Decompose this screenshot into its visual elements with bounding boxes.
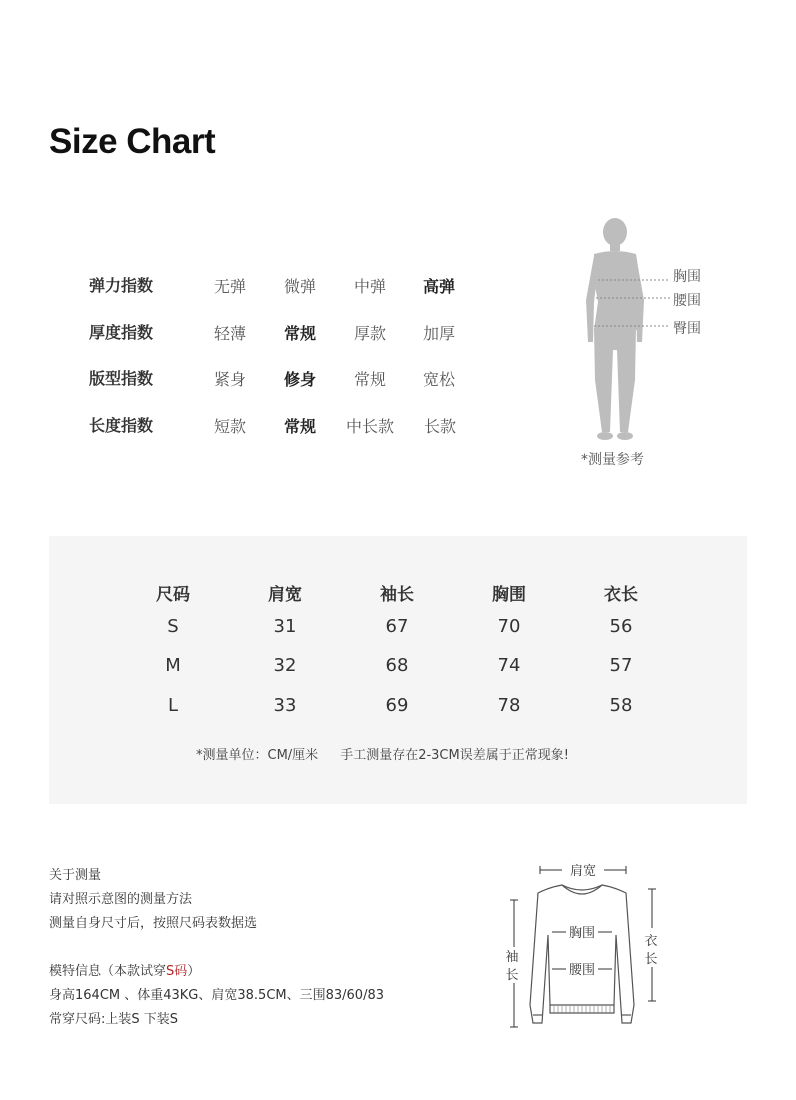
sweater-diagram-icon <box>500 855 665 1037</box>
note-unit: *测量单位：CM/厘米 <box>196 748 319 763</box>
index-option: 厚款 <box>354 324 387 343</box>
sweater-label-sleeve-2: 长 <box>505 968 519 983</box>
sweater-label-length-1: 衣 <box>644 934 658 949</box>
table-cell: M <box>165 655 181 676</box>
page-title: Size Chart <box>49 122 216 161</box>
table-cell: 70 <box>497 616 521 637</box>
table-header: 肩宽 <box>268 585 302 605</box>
sweater-label-sleeve-1: 袖 <box>505 950 519 965</box>
table-cell: 78 <box>497 695 521 716</box>
index-option: 微弹 <box>284 277 317 296</box>
index-option: 宽松 <box>423 370 456 389</box>
figure-label-waist: 腰围 <box>673 293 701 309</box>
table-header: 袖长 <box>380 585 414 605</box>
info-model-stats: 身高164CM 、体重43KG、肩宽38.5CM、三围83/60/83 <box>49 988 385 1003</box>
index-option: 长款 <box>424 417 457 436</box>
sweater-label-waist: 腰围 <box>568 963 596 978</box>
index-option: 无弹 <box>214 277 247 296</box>
index-option: 高弹 <box>423 277 456 296</box>
index-label: 版型指数 <box>89 369 154 388</box>
model-title-post: ） <box>187 964 201 979</box>
index-option: 加厚 <box>423 324 456 343</box>
table-cell: 67 <box>385 616 409 637</box>
table-cell: L <box>167 695 179 716</box>
table-cell: 33 <box>273 695 297 716</box>
table-header: 尺码 <box>156 585 190 605</box>
model-tried-size: S码 <box>166 964 188 979</box>
note-error: 手工测量存在2-3CM误差属于正常现象! <box>340 748 569 763</box>
index-label: 厚度指数 <box>89 323 154 342</box>
table-cell: 74 <box>497 655 521 676</box>
figure-label-hip: 臀围 <box>673 321 701 337</box>
measurement-note <box>196 744 569 763</box>
index-option: 常规 <box>284 417 317 436</box>
info-model-title <box>49 963 200 980</box>
sweater-label-length-2: 长 <box>644 952 658 967</box>
index-option: 常规 <box>284 324 317 343</box>
table-cell: 56 <box>609 616 633 637</box>
info-measure-line2: 测量自身尺寸后，按照尺码表数据选 <box>49 916 258 931</box>
sweater-label-chest: 胸围 <box>568 926 596 941</box>
index-option: 中长款 <box>346 417 395 436</box>
table-header: 胸围 <box>492 585 526 605</box>
info-measure-line1: 请对照示意图的测量方法 <box>49 892 193 907</box>
figure-caption: *测量参考 <box>581 452 644 468</box>
index-option: 修身 <box>284 370 317 389</box>
table-header: 衣长 <box>604 585 638 605</box>
index-option: 紧身 <box>214 370 247 389</box>
model-title-pre: 模特信息（本款试穿 <box>49 964 167 979</box>
index-option: 常规 <box>354 370 387 389</box>
index-label: 长度指数 <box>89 416 154 435</box>
body-figure-icon <box>560 210 740 450</box>
table-cell: 69 <box>385 695 409 716</box>
sweater-label-shoulder: 肩宽 <box>569 864 597 879</box>
table-cell: 68 <box>385 655 409 676</box>
index-label: 弹力指数 <box>89 276 154 295</box>
index-option: 短款 <box>214 417 247 436</box>
table-cell: S <box>167 616 179 637</box>
table-cell: 57 <box>609 655 633 676</box>
info-model-usual: 常穿尺码:上装S 下装S <box>49 1012 179 1027</box>
index-option: 中弹 <box>354 277 387 296</box>
table-cell: 31 <box>273 616 297 637</box>
figure-label-chest: 胸围 <box>673 269 701 285</box>
table-cell: 58 <box>609 695 633 716</box>
info-measure-title: 关于测量 <box>49 868 102 883</box>
index-option: 轻薄 <box>214 324 247 343</box>
table-cell: 32 <box>273 655 297 676</box>
